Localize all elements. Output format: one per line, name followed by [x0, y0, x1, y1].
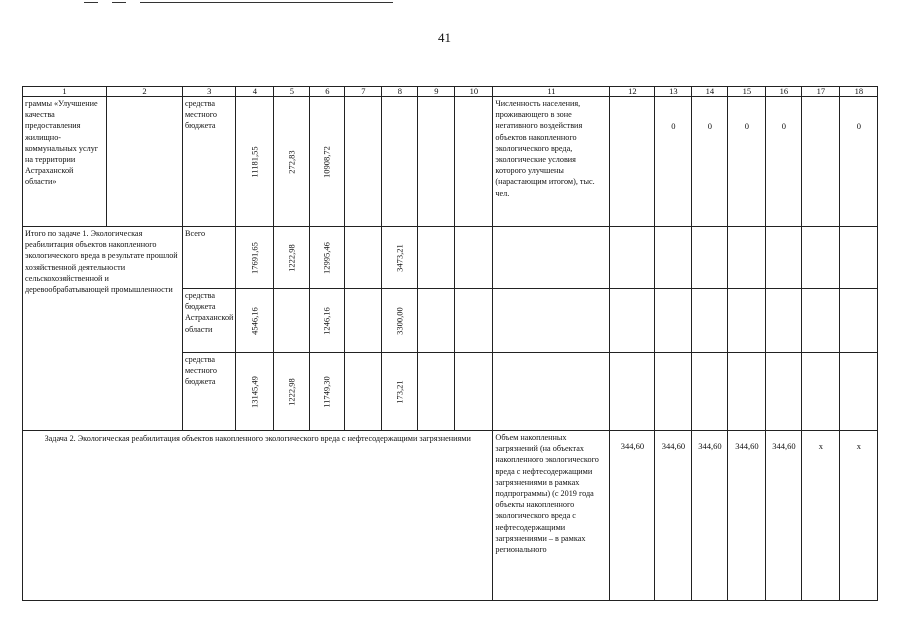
- empty-cell: [418, 289, 455, 353]
- empty-cell: [345, 227, 382, 289]
- indicator-text: Численность населения, проживающего в зоне негативного воздействия объектов накопленного экологического вреда, экологические условия которого улучшены (нарастающим итогом), тыс. чел.: [493, 97, 610, 227]
- amount-col5: 1222,98: [274, 353, 310, 431]
- task1-label: Итого по задаче 1. Экологическая реабилитация объектов накопленного экологического вреда в результате прошлой хозяйственной деятельности сельскохозяйственной и деревообрабатывающей промышленности: [23, 227, 183, 431]
- amount-col5: 1222,98: [274, 227, 310, 289]
- top-line-mid: [112, 2, 126, 3]
- empty-cell: [610, 97, 655, 227]
- empty-cell: [840, 289, 878, 353]
- header-cell: 9: [418, 87, 455, 97]
- header-cell: 15: [728, 87, 766, 97]
- empty-cell: [455, 227, 493, 289]
- header-cell: 2: [107, 87, 183, 97]
- empty-cell: [493, 289, 610, 353]
- header-cell: 13: [655, 87, 692, 97]
- amount-total: 17691,65: [236, 227, 274, 289]
- empty-cell: [493, 227, 610, 289]
- indicator-value: х: [802, 431, 840, 601]
- indicator-value: 344,60: [655, 431, 692, 601]
- empty-cell: [802, 97, 840, 227]
- task1-total-row: [23, 227, 878, 289]
- empty-cell: [610, 227, 655, 289]
- header-cell: 10: [455, 87, 493, 97]
- empty-cell: [455, 289, 493, 353]
- empty-cell: [418, 227, 455, 289]
- header-row: [23, 87, 878, 97]
- empty-cell: [728, 289, 766, 353]
- amount-col8: 3473,21: [382, 227, 418, 289]
- task2-label: Задача 2. Экологическая реабилитация объектов накопленного экологического вреда с нефтесодержащими загрязнениями: [23, 431, 493, 601]
- empty-cell: [802, 289, 840, 353]
- funding-source: средства местного бюджета: [183, 353, 236, 431]
- indicator-value: 344,60: [692, 431, 728, 601]
- empty-cell: [345, 353, 382, 431]
- amount-col6: 11749,30: [310, 353, 345, 431]
- empty-cell: [274, 289, 310, 353]
- indicator-value: 0: [728, 97, 766, 227]
- header-cell: 3: [183, 87, 236, 97]
- header-cell: 14: [692, 87, 728, 97]
- amount-col8: 3300,00: [382, 289, 418, 353]
- indicator-value: х: [840, 431, 878, 601]
- empty-cell: [655, 227, 692, 289]
- empty-cell: [728, 227, 766, 289]
- indicator-value: 0: [840, 97, 878, 227]
- header-cell: 16: [766, 87, 802, 97]
- indicator-text: Объем накопленных загрязнений (на объектах накопленного экологического вреда с нефтесодержащими загрязнениями в рамках подпрограммы) (с 2019 года объекты накопленного экологического вреда с нефтесодержащими загрязнениями – в рамках регионального: [493, 431, 610, 601]
- program-row: [23, 97, 878, 227]
- indicator-value: 344,60: [766, 431, 802, 601]
- header-cell: 11: [493, 87, 610, 97]
- empty-cell: [655, 289, 692, 353]
- empty-cell: [418, 97, 455, 227]
- amount-col5: 272,83: [274, 97, 310, 227]
- empty-cell: [766, 227, 802, 289]
- indicator-value: 344,60: [610, 431, 655, 601]
- empty-cell: [455, 97, 493, 227]
- empty-cell: [345, 289, 382, 353]
- empty-cell: [766, 289, 802, 353]
- empty-cell: [766, 353, 802, 431]
- amount-col8: 173,21: [382, 353, 418, 431]
- empty-cell: [418, 353, 455, 431]
- empty-cell: [345, 97, 382, 227]
- amount-col6: 12995,46: [310, 227, 345, 289]
- amount-total: 4546,16: [236, 289, 274, 353]
- header-cell: 1: [23, 87, 107, 97]
- header-cell: 7: [345, 87, 382, 97]
- amount-col6: 1246,16: [310, 289, 345, 353]
- indicator-value: 0: [766, 97, 802, 227]
- header-cell: 17: [802, 87, 840, 97]
- empty-cell: [610, 289, 655, 353]
- indicator-value: 0: [655, 97, 692, 227]
- header-cell: 5: [274, 87, 310, 97]
- header-cell: 18: [840, 87, 878, 97]
- header-cell: 12: [610, 87, 655, 97]
- program-name: граммы «Улучшение качества предоставления жилищно-коммунальных услуг на территории Астраханской области»: [23, 97, 107, 227]
- empty-cell: [107, 97, 183, 227]
- funding-source: средства бюджета Астраханской области: [183, 289, 236, 353]
- task2-row: [23, 431, 878, 601]
- empty-cell: [802, 353, 840, 431]
- indicator-value: 344,60: [728, 431, 766, 601]
- header-cell: 8: [382, 87, 418, 97]
- empty-cell: [455, 353, 493, 431]
- indicator-value: 0: [692, 97, 728, 227]
- amount-total: 13145,49: [236, 353, 274, 431]
- header-cell: 6: [310, 87, 345, 97]
- header-cell: 4: [236, 87, 274, 97]
- empty-cell: [692, 227, 728, 289]
- empty-cell: [382, 97, 418, 227]
- top-line-right: [140, 2, 393, 3]
- funding-source: средства местного бюджета: [183, 97, 236, 227]
- amount-total: 11181,55: [236, 97, 274, 227]
- empty-cell: [610, 353, 655, 431]
- top-line-left: [84, 2, 98, 3]
- program-table: [22, 86, 878, 601]
- empty-cell: [840, 227, 878, 289]
- empty-cell: [840, 353, 878, 431]
- amount-col6: 10908,72: [310, 97, 345, 227]
- empty-cell: [728, 353, 766, 431]
- empty-cell: [692, 289, 728, 353]
- empty-cell: [802, 227, 840, 289]
- empty-cell: [655, 353, 692, 431]
- empty-cell: [692, 353, 728, 431]
- page-number: 41: [438, 30, 451, 45]
- empty-cell: [493, 353, 610, 431]
- funding-source: Всего: [183, 227, 236, 289]
